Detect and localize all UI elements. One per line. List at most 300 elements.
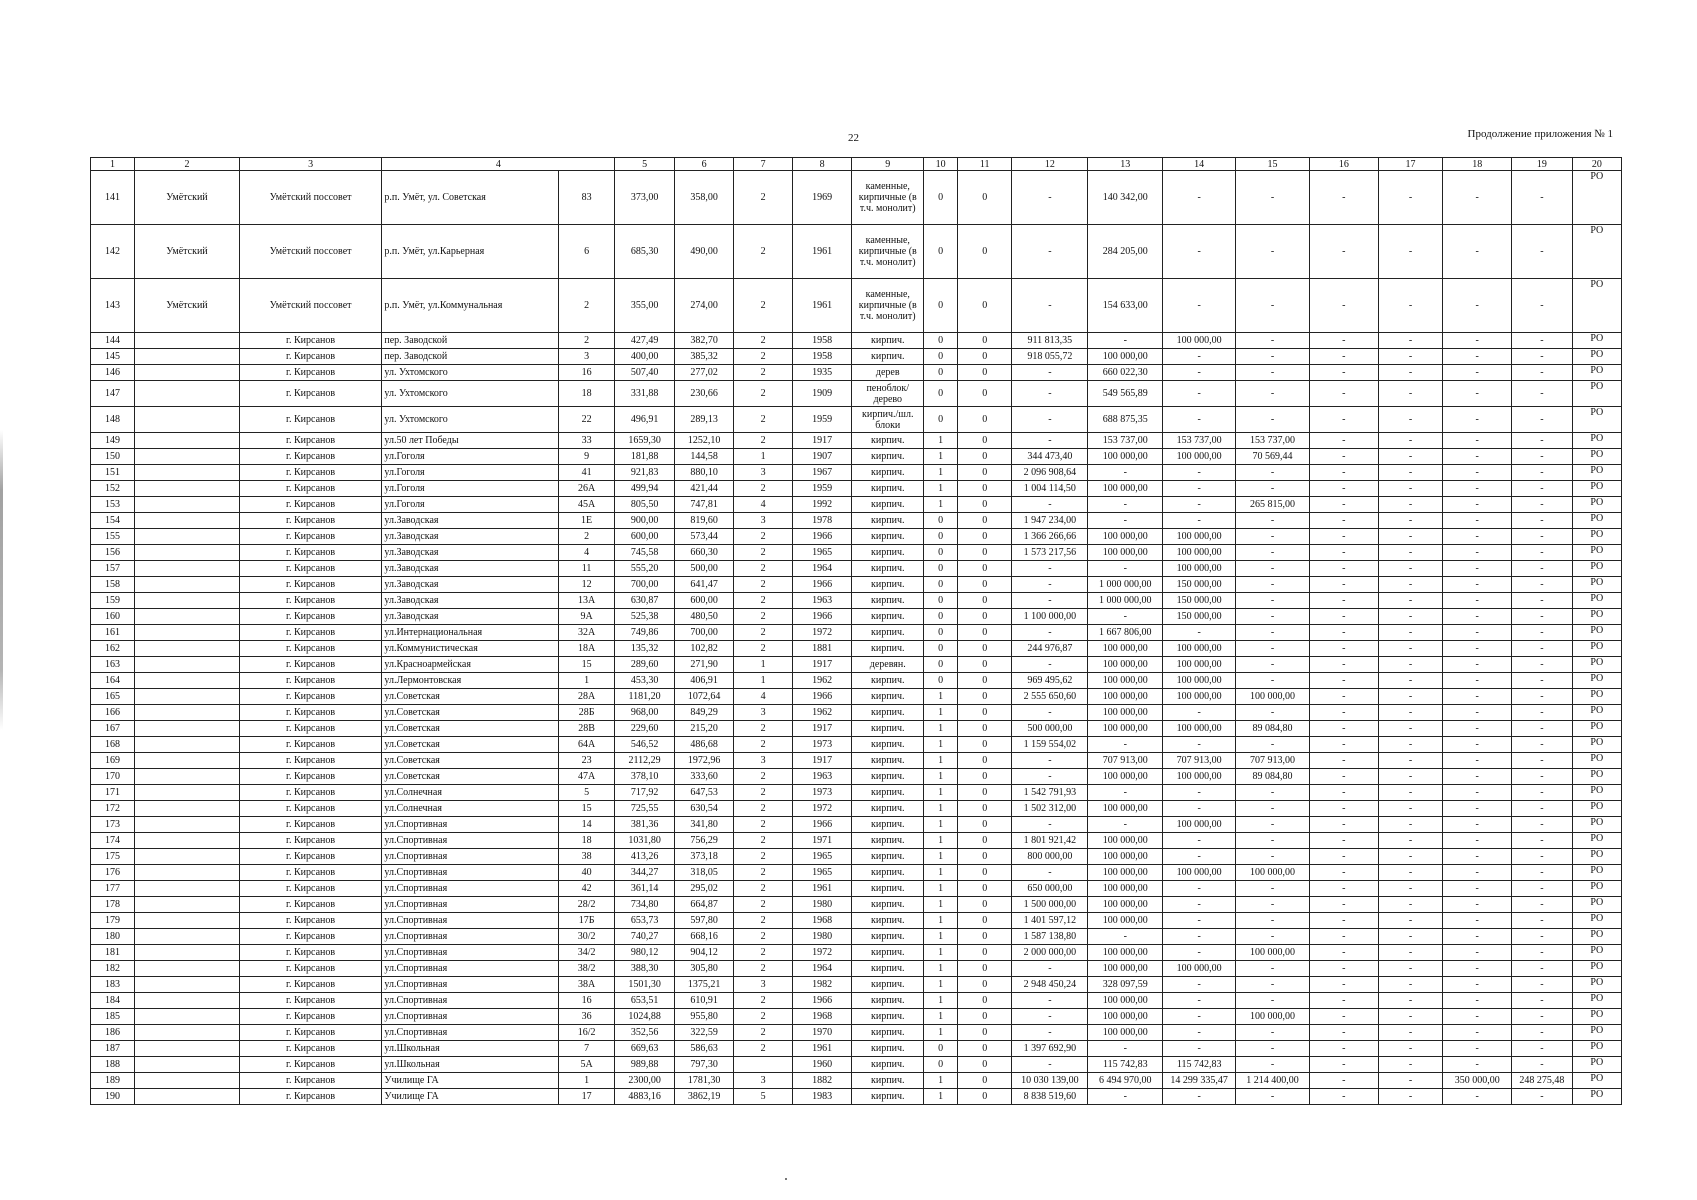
col15-cell: - xyxy=(1236,529,1310,545)
col20-cell: РО xyxy=(1572,769,1621,785)
col16-cell: - xyxy=(1309,625,1378,641)
total-area-cell: 229,60 xyxy=(615,721,675,737)
street-cell: ул.Красноармейская xyxy=(382,657,558,673)
col17-cell: - xyxy=(1378,785,1443,801)
col18-cell: - xyxy=(1443,225,1512,279)
district-cell xyxy=(135,1089,240,1105)
total-area-cell: 344,27 xyxy=(615,865,675,881)
col15-cell: - xyxy=(1236,881,1310,897)
col14-cell: - xyxy=(1163,705,1236,721)
floors-cell: 1 xyxy=(734,657,792,673)
col15-cell: - xyxy=(1236,705,1310,721)
col11-cell: 0 xyxy=(958,279,1012,333)
table-row xyxy=(91,577,1622,593)
col14-cell: - xyxy=(1163,849,1236,865)
row-number: 150 xyxy=(91,449,135,465)
col10-cell: 0 xyxy=(924,593,958,609)
row-number: 178 xyxy=(91,897,135,913)
col14-cell: - xyxy=(1163,497,1236,513)
living-area-cell: 849,29 xyxy=(674,705,734,721)
year-cell: 1881 xyxy=(792,641,852,657)
district-cell xyxy=(135,481,240,497)
living-area-cell: 955,80 xyxy=(674,1009,734,1025)
table-row xyxy=(91,865,1622,881)
street-cell: ул.Коммунистическая xyxy=(382,641,558,657)
col14-cell: 100 000,00 xyxy=(1163,449,1236,465)
col10-cell: 0 xyxy=(924,171,958,225)
col11-cell: 0 xyxy=(958,705,1012,721)
floors-cell: 2 xyxy=(734,849,792,865)
year-cell: 1983 xyxy=(792,1089,852,1105)
col10-cell: 0 xyxy=(924,407,958,433)
district-cell xyxy=(135,833,240,849)
col20-cell: РО xyxy=(1572,481,1621,497)
col10-cell: 0 xyxy=(924,513,958,529)
living-area-cell: 406,91 xyxy=(674,673,734,689)
row-number: 147 xyxy=(91,381,135,407)
living-area-cell: 3862,19 xyxy=(674,1089,734,1105)
living-area-cell: 1375,21 xyxy=(674,977,734,993)
district-cell xyxy=(135,721,240,737)
scan-edge-shadow xyxy=(0,430,3,730)
row-number: 159 xyxy=(91,593,135,609)
col15-cell: - xyxy=(1236,545,1310,561)
material-cell: кирпич. xyxy=(852,881,924,897)
year-cell: 1968 xyxy=(792,1009,852,1025)
col15-cell: 707 913,00 xyxy=(1236,753,1310,769)
total-area-cell: 749,86 xyxy=(615,625,675,641)
col19-cell: - xyxy=(1512,993,1573,1009)
year-cell: 1969 xyxy=(792,171,852,225)
col15-cell: - xyxy=(1236,381,1310,407)
house-cell: 23 xyxy=(558,753,614,769)
house-cell: 13А xyxy=(558,593,614,609)
year-cell: 1980 xyxy=(792,929,852,945)
material-cell: кирпич. xyxy=(852,465,924,481)
col13-cell: 153 737,00 xyxy=(1088,433,1163,449)
total-area-cell: 413,26 xyxy=(615,849,675,865)
table-row xyxy=(91,561,1622,577)
col13-cell: 100 000,00 xyxy=(1088,529,1163,545)
col19-cell: - xyxy=(1512,171,1573,225)
street-cell: пер. Заводской xyxy=(382,333,558,349)
house-cell: 16 xyxy=(558,365,614,381)
year-cell: 1935 xyxy=(792,365,852,381)
col12-cell: 244 976,87 xyxy=(1012,641,1088,657)
year-cell: 1917 xyxy=(792,433,852,449)
table-row xyxy=(91,1009,1622,1025)
col13-cell: 154 633,00 xyxy=(1088,279,1163,333)
col15-cell: 100 000,00 xyxy=(1236,689,1310,705)
col13-cell: 1 667 806,00 xyxy=(1088,625,1163,641)
settlement-cell: Умётский поссовет xyxy=(239,279,382,333)
living-area-cell: 373,18 xyxy=(674,849,734,865)
row-number: 161 xyxy=(91,625,135,641)
col19-cell: - xyxy=(1512,1089,1573,1105)
col20-cell: РО xyxy=(1572,1089,1621,1105)
col12-cell: 800 000,00 xyxy=(1012,849,1088,865)
col12-cell: 1 159 554,02 xyxy=(1012,737,1088,753)
col14-cell: - xyxy=(1163,1009,1236,1025)
col19-cell: - xyxy=(1512,833,1573,849)
year-cell: 1978 xyxy=(792,513,852,529)
col18-cell: - xyxy=(1443,381,1512,407)
col11-cell: 0 xyxy=(958,657,1012,673)
col15-cell: - xyxy=(1236,785,1310,801)
col17-cell: - xyxy=(1378,407,1443,433)
table-row xyxy=(91,849,1622,865)
col18-cell: - xyxy=(1443,365,1512,381)
col16-cell: - xyxy=(1309,993,1378,1009)
col19-cell: - xyxy=(1512,897,1573,913)
col19-cell: - xyxy=(1512,349,1573,365)
floors-cell: 4 xyxy=(734,497,792,513)
col17-cell: - xyxy=(1378,171,1443,225)
district-cell xyxy=(135,449,240,465)
col12-cell: - xyxy=(1012,593,1088,609)
row-number: 167 xyxy=(91,721,135,737)
col14-cell: - xyxy=(1163,897,1236,913)
floors-cell: 2 xyxy=(734,801,792,817)
col15-cell: - xyxy=(1236,817,1310,833)
house-cell: 38 xyxy=(558,849,614,865)
col12-cell: - xyxy=(1012,407,1088,433)
district-cell xyxy=(135,705,240,721)
year-cell: 1960 xyxy=(792,1057,852,1073)
col18-cell: - xyxy=(1443,529,1512,545)
col10-cell: 0 xyxy=(924,279,958,333)
living-area-cell: 421,44 xyxy=(674,481,734,497)
year-cell: 1965 xyxy=(792,865,852,881)
col13-cell: 100 000,00 xyxy=(1088,657,1163,673)
street-cell: ул.Спортивная xyxy=(382,897,558,913)
col10-cell: 0 xyxy=(924,349,958,365)
settlement-cell: г. Кирсанов xyxy=(239,561,382,577)
house-cell: 28А xyxy=(558,689,614,705)
col17-cell: - xyxy=(1378,769,1443,785)
col18-cell: - xyxy=(1443,349,1512,365)
column-number-3: 3 xyxy=(239,158,382,171)
living-area-cell: 630,54 xyxy=(674,801,734,817)
material-cell: кирпич. xyxy=(852,1025,924,1041)
col13-cell: 100 000,00 xyxy=(1088,349,1163,365)
settlement-cell: г. Кирсанов xyxy=(239,929,382,945)
col12-cell: - xyxy=(1012,961,1088,977)
col17-cell: - xyxy=(1378,349,1443,365)
row-number: 142 xyxy=(91,225,135,279)
material-cell: кирпич. xyxy=(852,497,924,513)
material-cell: дерев xyxy=(852,365,924,381)
settlement-cell: г. Кирсанов xyxy=(239,993,382,1009)
street-cell: ул.50 лет Победы xyxy=(382,433,558,449)
district-cell xyxy=(135,1041,240,1057)
col20-cell: РО xyxy=(1572,333,1621,349)
total-area-cell: 373,00 xyxy=(615,171,675,225)
material-cell: кирпич. xyxy=(852,1041,924,1057)
district-cell: Умётский xyxy=(135,279,240,333)
col15-cell: - xyxy=(1236,977,1310,993)
col10-cell: 1 xyxy=(924,753,958,769)
floors-cell: 2 xyxy=(734,1041,792,1057)
col19-cell: - xyxy=(1512,769,1573,785)
col14-cell: 100 000,00 xyxy=(1163,333,1236,349)
settlement-cell: г. Кирсанов xyxy=(239,785,382,801)
col17-cell: - xyxy=(1378,225,1443,279)
row-number: 163 xyxy=(91,657,135,673)
row-number: 143 xyxy=(91,279,135,333)
street-cell: ул.Спортивная xyxy=(382,977,558,993)
table-row xyxy=(91,993,1622,1009)
settlement-cell: г. Кирсанов xyxy=(239,1009,382,1025)
col15-cell: - xyxy=(1236,465,1310,481)
col14-cell: - xyxy=(1163,913,1236,929)
col11-cell: 0 xyxy=(958,945,1012,961)
row-number: 146 xyxy=(91,365,135,381)
living-area-cell: 610,91 xyxy=(674,993,734,1009)
living-area-cell: 668,16 xyxy=(674,929,734,945)
table-row xyxy=(91,1025,1622,1041)
col17-cell: - xyxy=(1378,817,1443,833)
col18-cell: - xyxy=(1443,833,1512,849)
street-cell: ул.Спортивная xyxy=(382,961,558,977)
settlement-cell: г. Кирсанов xyxy=(239,641,382,657)
total-area-cell: 700,00 xyxy=(615,577,675,593)
street-cell: ул.Заводская xyxy=(382,577,558,593)
col18-cell: - xyxy=(1443,657,1512,673)
col15-cell: - xyxy=(1236,171,1310,225)
col19-cell: - xyxy=(1512,641,1573,657)
col14-cell: - xyxy=(1163,279,1236,333)
floors-cell: 3 xyxy=(734,705,792,721)
district-cell xyxy=(135,465,240,481)
col17-cell: - xyxy=(1378,561,1443,577)
total-area-cell: 653,51 xyxy=(615,993,675,1009)
house-cell: 38/2 xyxy=(558,961,614,977)
floors-cell: 2 xyxy=(734,365,792,381)
col17-cell: - xyxy=(1378,849,1443,865)
district-cell xyxy=(135,625,240,641)
living-area-cell: 797,30 xyxy=(674,1057,734,1073)
col19-cell: - xyxy=(1512,1057,1573,1073)
col19-cell: - xyxy=(1512,913,1573,929)
col13-cell: 100 000,00 xyxy=(1088,801,1163,817)
total-area-cell: 2112,29 xyxy=(615,753,675,769)
row-number: 164 xyxy=(91,673,135,689)
floors-cell: 2 xyxy=(734,833,792,849)
living-area-cell: 382,70 xyxy=(674,333,734,349)
col14-cell: - xyxy=(1163,977,1236,993)
row-number: 172 xyxy=(91,801,135,817)
col18-cell: - xyxy=(1443,705,1512,721)
settlement-cell: г. Кирсанов xyxy=(239,1089,382,1105)
col14-cell: - xyxy=(1163,481,1236,497)
col13-cell: - xyxy=(1088,333,1163,349)
house-cell: 17Б xyxy=(558,913,614,929)
col19-cell: - xyxy=(1512,865,1573,881)
col16-cell: - xyxy=(1309,513,1378,529)
district-cell xyxy=(135,961,240,977)
floors-cell: 4 xyxy=(734,689,792,705)
floors-cell: 2 xyxy=(734,865,792,881)
col19-cell: - xyxy=(1512,1025,1573,1041)
col13-cell: 100 000,00 xyxy=(1088,993,1163,1009)
column-number-12: 12 xyxy=(1012,158,1088,171)
row-number: 174 xyxy=(91,833,135,849)
settlement-cell: г. Кирсанов xyxy=(239,609,382,625)
col19-cell: - xyxy=(1512,817,1573,833)
table-row xyxy=(91,381,1622,407)
material-cell: кирпич. xyxy=(852,529,924,545)
district-cell xyxy=(135,881,240,897)
col17-cell: - xyxy=(1378,381,1443,407)
col19-cell: - xyxy=(1512,333,1573,349)
material-cell: кирпич. xyxy=(852,545,924,561)
district-cell: Умётский xyxy=(135,225,240,279)
settlement-cell: г. Кирсанов xyxy=(239,365,382,381)
col18-cell: 350 000,00 xyxy=(1443,1073,1512,1089)
street-cell: ул.Гоголя xyxy=(382,497,558,513)
col10-cell: 0 xyxy=(924,625,958,641)
row-number: 144 xyxy=(91,333,135,349)
col10-cell: 0 xyxy=(924,1057,958,1073)
floors-cell: 2 xyxy=(734,381,792,407)
col18-cell: - xyxy=(1443,1025,1512,1041)
floors-cell: 2 xyxy=(734,961,792,977)
col13-cell: - xyxy=(1088,1089,1163,1105)
col12-cell: 10 030 139,00 xyxy=(1012,1073,1088,1089)
district-cell xyxy=(135,993,240,1009)
col15-cell: - xyxy=(1236,513,1310,529)
district-cell xyxy=(135,865,240,881)
house-cell: 17 xyxy=(558,1089,614,1105)
settlement-cell: г. Кирсанов xyxy=(239,977,382,993)
settlement-cell: г. Кирсанов xyxy=(239,481,382,497)
col11-cell: 0 xyxy=(958,1073,1012,1089)
col18-cell: - xyxy=(1443,279,1512,333)
floors-cell xyxy=(734,1057,792,1073)
row-number: 176 xyxy=(91,865,135,881)
year-cell: 1972 xyxy=(792,801,852,817)
table-row xyxy=(91,593,1622,609)
district-cell xyxy=(135,945,240,961)
page-number: 22 xyxy=(848,132,859,144)
col12-cell: - xyxy=(1012,171,1088,225)
col16-cell: - xyxy=(1309,407,1378,433)
row-number: 155 xyxy=(91,529,135,545)
year-cell: 1959 xyxy=(792,407,852,433)
col17-cell: - xyxy=(1378,833,1443,849)
material-cell: кирпич. xyxy=(852,977,924,993)
street-cell: ул.Спортивная xyxy=(382,913,558,929)
col12-cell: 500 000,00 xyxy=(1012,721,1088,737)
living-area-cell: 600,00 xyxy=(674,593,734,609)
living-area-cell: 295,02 xyxy=(674,881,734,897)
col12-cell: 1 401 597,12 xyxy=(1012,913,1088,929)
col16-cell: - xyxy=(1309,465,1378,481)
table-row xyxy=(91,529,1622,545)
settlement-cell: г. Кирсанов xyxy=(239,817,382,833)
living-area-cell: 880,10 xyxy=(674,465,734,481)
settlement-cell: Умётский поссовет xyxy=(239,171,382,225)
total-area-cell: 507,40 xyxy=(615,365,675,381)
col15-cell: - xyxy=(1236,993,1310,1009)
col15-cell: - xyxy=(1236,481,1310,497)
house-cell: 2 xyxy=(558,333,614,349)
col16-cell: - xyxy=(1309,929,1378,945)
col17-cell: - xyxy=(1378,897,1443,913)
col12-cell: 1 947 234,00 xyxy=(1012,513,1088,529)
col17-cell: - xyxy=(1378,279,1443,333)
living-area-cell: 756,29 xyxy=(674,833,734,849)
table-row xyxy=(91,929,1622,945)
col19-cell: - xyxy=(1512,705,1573,721)
total-area-cell: 331,88 xyxy=(615,381,675,407)
row-number: 177 xyxy=(91,881,135,897)
col11-cell: 0 xyxy=(958,171,1012,225)
col16-cell: - xyxy=(1309,1073,1378,1089)
table-row xyxy=(91,737,1622,753)
col20-cell: РО xyxy=(1572,785,1621,801)
material-cell: кирпич. xyxy=(852,609,924,625)
row-number: 170 xyxy=(91,769,135,785)
col13-cell: 284 205,00 xyxy=(1088,225,1163,279)
col11-cell: 0 xyxy=(958,961,1012,977)
year-cell: 1966 xyxy=(792,993,852,1009)
col11-cell: 0 xyxy=(958,593,1012,609)
col11-cell: 0 xyxy=(958,349,1012,365)
col10-cell: 1 xyxy=(924,993,958,1009)
street-cell: ул.Советская xyxy=(382,705,558,721)
material-cell: кирпич. xyxy=(852,577,924,593)
material-cell: кирпич. xyxy=(852,833,924,849)
district-cell xyxy=(135,689,240,705)
house-cell: 18А xyxy=(558,641,614,657)
col10-cell: 1 xyxy=(924,689,958,705)
floors-cell: 2 xyxy=(734,897,792,913)
col19-cell: - xyxy=(1512,961,1573,977)
col16-cell: - xyxy=(1309,577,1378,593)
col18-cell: - xyxy=(1443,609,1512,625)
col10-cell: 1 xyxy=(924,881,958,897)
material-cell: каменные, кирпичные (в т.ч. монолит) xyxy=(852,225,924,279)
material-cell: кирпич. xyxy=(852,625,924,641)
col10-cell: 1 xyxy=(924,833,958,849)
floors-cell: 2 xyxy=(734,1009,792,1025)
col19-cell: - xyxy=(1512,593,1573,609)
row-number: 179 xyxy=(91,913,135,929)
house-cell: 1 xyxy=(558,673,614,689)
district-cell: Умётский xyxy=(135,171,240,225)
column-number-16: 16 xyxy=(1309,158,1378,171)
col14-cell: 14 299 335,47 xyxy=(1163,1073,1236,1089)
material-cell: пеноблок/ дерево xyxy=(852,381,924,407)
col16-cell: - xyxy=(1309,1009,1378,1025)
col20-cell: РО xyxy=(1572,705,1621,721)
col18-cell: - xyxy=(1443,689,1512,705)
col14-cell: 100 000,00 xyxy=(1163,561,1236,577)
col13-cell: - xyxy=(1088,929,1163,945)
settlement-cell: г. Кирсанов xyxy=(239,381,382,407)
col19-cell: - xyxy=(1512,513,1573,529)
col12-cell: - xyxy=(1012,433,1088,449)
row-number: 153 xyxy=(91,497,135,513)
house-cell: 5А xyxy=(558,1057,614,1073)
col14-cell: - xyxy=(1163,625,1236,641)
year-cell: 1907 xyxy=(792,449,852,465)
col13-cell: 100 000,00 xyxy=(1088,481,1163,497)
district-cell xyxy=(135,769,240,785)
col14-cell: - xyxy=(1163,365,1236,381)
